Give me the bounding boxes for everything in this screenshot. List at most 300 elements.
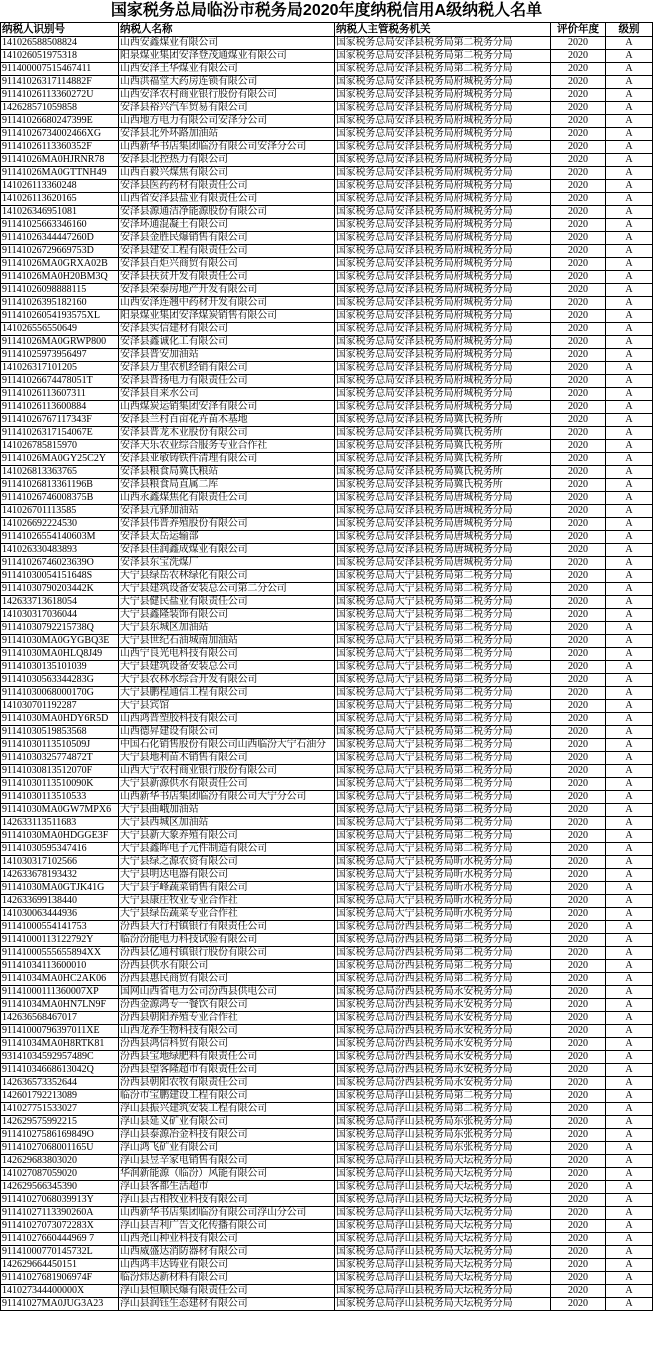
tax-authority-cell: 国家税务总局安泽县税务局府城税务分局 [335,388,551,401]
evaluation-year-cell: 2020 [551,1051,606,1064]
taxpayer-name-cell: 大宁县东城区加油站 [119,622,335,635]
table-row [1,76,653,89]
taxpayer-id-cell: 91141030054151648S [1,570,119,583]
taxpayer-id-cell: 91141026113360352F [1,141,119,154]
tax-authority-cell: 国家税务总局汾西县税务局第二税务分局 [335,960,551,973]
grade-cell: A [606,206,653,219]
document-title: 国家税务总局临汾市税务局2020年度纳税信用A级纳税人名单 [110,2,543,19]
table-row [1,479,653,492]
taxpayer-id-cell: 141030317102566 [1,856,119,869]
tax-authority-cell: 国家税务总局浮山县税务局天坛税务分局 [335,1220,551,1233]
evaluation-year-cell: 2020 [551,1285,606,1298]
evaluation-year-cell: 2020 [551,674,606,687]
evaluation-year-cell: 2020 [551,778,606,791]
taxpayer-id-cell: 141027087059020 [1,1168,119,1181]
evaluation-year-cell: 2020 [551,167,606,180]
grade-cell: A [606,336,653,349]
evaluation-year-cell: 2020 [551,492,606,505]
taxpayer-id-cell: 91141026MA0HJRNR78 [1,154,119,167]
grade-cell: A [606,1259,653,1272]
evaluation-year-cell: 2020 [551,648,606,661]
tax-authority-cell: 国家税务总局安泽县税务局第二税务分局 [335,63,551,76]
table-row [1,154,653,167]
evaluation-year-cell: 2020 [551,1090,606,1103]
evaluation-year-cell: 2020 [551,1246,606,1259]
grade-cell: A [606,726,653,739]
taxpayer-id-cell: 91141030325774872T [1,752,119,765]
taxpayer-id-cell: 91141030MA0GW7MPX6 [1,804,119,817]
tax-authority-cell: 国家税务总局浮山县税务局第二税务分局 [335,1103,551,1116]
grade-cell: A [606,63,653,76]
tax-authority-cell: 国家税务总局大宁县税务局昕水税务分局 [335,869,551,882]
tax-authority-cell: 国家税务总局大宁县税务局第二税务分局 [335,726,551,739]
evaluation-year-cell: 2020 [551,544,606,557]
taxpayer-id-cell: 141026588508824 [1,37,119,50]
table-row [1,180,653,193]
table-row [1,687,653,700]
grade-cell: A [606,791,653,804]
tax-authority-cell: 国家税务总局浮山县税务局天坛税务分局 [335,1168,551,1181]
taxpayer-id-cell: 91141026554140603M [1,531,119,544]
taxpayer-id-cell: 91141027586169849O [1,1129,119,1142]
tax-authority-cell: 国家税务总局汾西县税务局永安税务分局 [335,986,551,999]
grade-cell: A [606,1116,653,1129]
table-row [1,193,653,206]
tax-authority-cell: 国家税务总局大宁县税务局第二税务分局 [335,596,551,609]
table-row [1,934,653,947]
taxpayer-name-cell: 安泽县万里农机经销有限公司 [119,362,335,375]
table-row [1,89,653,102]
header-taxpayer-name: 纳税人名称 [119,23,335,37]
taxpayer-name-cell: 山西德昇建设有限公司 [119,726,335,739]
taxpayer-id-cell: 91141026113607311 [1,388,119,401]
tax-authority-cell: 国家税务总局安泽县税务局府城税务分局 [335,245,551,258]
tax-authority-cell: 国家税务总局汾西县税务局第二税务分局 [335,934,551,947]
tax-authority-cell: 国家税务总局安泽县税务局唐城税务分局 [335,531,551,544]
table-row [1,1103,653,1116]
evaluation-year-cell: 2020 [551,700,606,713]
tax-authority-cell: 国家税务总局大宁县税务局第二税务分局 [335,739,551,752]
evaluation-year-cell: 2020 [551,258,606,271]
tax-authority-cell: 国家税务总局汾西县税务局永安税务分局 [335,1051,551,1064]
taxpayer-name-cell: 安泽县源通洁净能源股份有限公司 [119,206,335,219]
grade-cell: A [606,141,653,154]
taxpayer-name-cell: 浮山县古相牧业科技有限公司 [119,1194,335,1207]
taxpayer-id-cell: 91141030790203442K [1,583,119,596]
grade-cell: A [606,128,653,141]
table-row [1,375,653,388]
taxpayer-id-cell: 141026692224530 [1,518,119,531]
taxpayer-name-cell: 浮山县客都生活超市 [119,1181,335,1194]
table-row [1,739,653,752]
taxpayer-name-cell: 国网山西省电力公司汾西县供电公司 [119,986,335,999]
grade-cell: A [606,349,653,362]
evaluation-year-cell: 2020 [551,388,606,401]
taxpayer-id-cell: 91141030113510090K [1,778,119,791]
grade-cell: A [606,466,653,479]
taxpayer-name-cell: 大宁县建筑设备安装总公司 [119,661,335,674]
taxpayer-id-cell: 91141027113390260A [1,1207,119,1220]
tax-authority-cell: 国家税务总局安泽县税务局府城税务分局 [335,271,551,284]
tax-authority-cell: 国家税务总局安泽县税务局冀氏税务所 [335,453,551,466]
taxpayer-name-cell: 汾西县亿通村镇银行股份有限公司 [119,947,335,960]
tax-authority-cell: 国家税务总局大宁县税务局第二税务分局 [335,752,551,765]
taxpayer-name-cell: 汾西县朝阳农牧有限责任公司 [119,1077,335,1090]
taxpayer-name-cell: 大宁县宾馆 [119,700,335,713]
grade-cell: A [606,310,653,323]
table-row [1,609,653,622]
taxpayer-id-cell: 91141026113600884 [1,401,119,414]
tax-authority-cell: 国家税务总局浮山县税务局天坛税务分局 [335,1285,551,1298]
table-row [1,427,653,440]
table-row [1,1285,653,1298]
taxpayer-id-cell: 91141026MA0GRWP800 [1,336,119,349]
evaluation-year-cell: 2020 [551,960,606,973]
table-row [1,297,653,310]
taxpayer-name-cell: 山西龙养生物科技有限公司 [119,1025,335,1038]
taxpayer-name-cell: 临汾市宝鹏建设工程有限公司 [119,1090,335,1103]
taxpayer-name-cell: 大宁县鑫隆装饰有限公司 [119,609,335,622]
taxpayer-name-cell: 山西鸿丰达铸业有限公司 [119,1259,335,1272]
table-row [1,752,653,765]
grade-cell: A [606,388,653,401]
grade-cell: A [606,869,653,882]
taxpayer-id-cell: 91141027660444969 7 [1,1233,119,1246]
evaluation-year-cell: 2020 [551,232,606,245]
taxpayer-id-cell: 91141026098888115 [1,284,119,297]
header-tax-authority: 纳税人主管税务机关 [335,23,551,37]
evaluation-year-cell: 2020 [551,843,606,856]
evaluation-year-cell: 2020 [551,921,606,934]
taxpayer-name-cell: 汾西县鸿信科贸有限公司 [119,1038,335,1051]
table-row [1,1077,653,1090]
grade-cell: A [606,1194,653,1207]
table-row [1,635,653,648]
table-row [1,1246,653,1259]
taxpayer-name-cell: 大宁县鹏程通信工程有限公司 [119,687,335,700]
evaluation-year-cell: 2020 [551,622,606,635]
taxpayer-id-cell: 91141027073072283X [1,1220,119,1233]
taxpayer-name-cell: 安泽县东宝洗煤厂 [119,557,335,570]
grade-cell: A [606,817,653,830]
tax-authority-cell: 国家税务总局大宁县税务局第二税务分局 [335,687,551,700]
table-row [1,1038,653,1051]
taxpayer-name-cell: 安泽县兰村百亩花卉苗木基地 [119,414,335,427]
evaluation-year-cell: 2020 [551,440,606,453]
evaluation-year-cell: 2020 [551,375,606,388]
taxpayer-name-cell: 山西煤炭运销集团安泽有限公司 [119,401,335,414]
grade-cell: A [606,596,653,609]
grade-cell: A [606,37,653,50]
table-row [1,466,653,479]
taxpayer-id-cell: 91141026746008375B [1,492,119,505]
grade-cell: A [606,921,653,934]
table-row [1,778,653,791]
grade-cell: A [606,76,653,89]
grade-cell: A [606,674,653,687]
taxpayer-id-cell: 91141000796397011XE [1,1025,119,1038]
table-row [1,674,653,687]
evaluation-year-cell: 2020 [551,76,606,89]
taxpayer-name-cell: 大宁县绿之源农资有限公司 [119,856,335,869]
taxpayer-id-cell: 142629664450151 [1,1259,119,1272]
taxpayer-name-cell: 浮山县泰源冶金科技有限公司 [119,1129,335,1142]
grade-cell: A [606,1129,653,1142]
tax-authority-cell: 国家税务总局汾西县税务局永安税务分局 [335,1038,551,1051]
table-row [1,453,653,466]
grade-cell: A [606,830,653,843]
table-row [1,882,653,895]
taxpayer-id-cell: 91141030MA0HDGGE3F [1,830,119,843]
table-row [1,401,653,414]
table-row [1,531,653,544]
taxpayer-name-cell: 汾西金源鸿专一餐饮有限公司 [119,999,335,1012]
taxpayer-id-cell: 141026701113585 [1,505,119,518]
grade-cell: A [606,570,653,583]
grade-cell: A [606,180,653,193]
table-row [1,518,653,531]
evaluation-year-cell: 2020 [551,908,606,921]
grade-cell: A [606,934,653,947]
taxpayer-id-cell: 142636573352644 [1,1077,119,1090]
evaluation-year-cell: 2020 [551,1168,606,1181]
grade-cell: A [606,232,653,245]
tax-authority-cell: 国家税务总局安泽县税务局府城税务分局 [335,401,551,414]
grade-cell: A [606,648,653,661]
taxpayer-name-cell: 汾西县宝地绿肥料有限责任公司 [119,1051,335,1064]
tax-authority-cell: 国家税务总局安泽县税务局府城税务分局 [335,115,551,128]
taxpayer-name-cell: 汾西县望客隆超市有限责任公司 [119,1064,335,1077]
taxpayer-id-cell: 91141026746023639O [1,557,119,570]
tax-authority-cell: 国家税务总局大宁县税务局第二税务分局 [335,713,551,726]
table-row [1,921,653,934]
grade-cell: A [606,960,653,973]
evaluation-year-cell: 2020 [551,1064,606,1077]
taxpayer-id-cell: 91141030813512070F [1,765,119,778]
grade-cell: A [606,505,653,518]
table-row [1,323,653,336]
grade-cell: A [606,401,653,414]
taxpayer-id-cell: 91141026344447260D [1,232,119,245]
table-row [1,869,653,882]
table-row [1,505,653,518]
table-row [1,622,653,635]
evaluation-year-cell: 2020 [551,102,606,115]
taxpayer-id-cell: 142629566345390 [1,1181,119,1194]
taxpayer-name-cell: 安泽县太岳运输部 [119,531,335,544]
evaluation-year-cell: 2020 [551,804,606,817]
tax-authority-cell: 国家税务总局安泽县税务局冀氏税务所 [335,440,551,453]
evaluation-year-cell: 2020 [551,1116,606,1129]
taxpayer-id-cell: 91141034668613042Q [1,1064,119,1077]
table-row [1,791,653,804]
grade-cell: A [606,154,653,167]
taxpayer-name-cell: 汾西县朝阳养殖专业合作社 [119,1012,335,1025]
taxpayer-name-cell: 山西安泽王华煤业有限公司 [119,63,335,76]
grade-cell: A [606,258,653,271]
evaluation-year-cell: 2020 [551,89,606,102]
grade-cell: A [606,492,653,505]
evaluation-year-cell: 2020 [551,1103,606,1116]
evaluation-year-cell: 2020 [551,1025,606,1038]
tax-authority-cell: 国家税务总局安泽县税务局府城税务分局 [335,180,551,193]
grade-cell: A [606,193,653,206]
taxpayer-id-cell: 141026330483893 [1,544,119,557]
taxpayer-name-cell: 山西百毅兴煤焦有限公司 [119,167,335,180]
taxpayer-id-cell: 141030063444936 [1,908,119,921]
tax-authority-cell: 国家税务总局大宁县税务局第二税务分局 [335,804,551,817]
grade-cell: A [606,414,653,427]
tax-authority-cell: 国家税务总局汾西县税务局永安税务分局 [335,1025,551,1038]
grade-cell: A [606,50,653,63]
taxpayer-id-cell: 91141026317114882F [1,76,119,89]
grade-cell: A [606,752,653,765]
table-row [1,765,653,778]
tax-authority-cell: 国家税务总局安泽县税务局唐城税务分局 [335,557,551,570]
taxpayer-id-cell: 91141030068000170G [1,687,119,700]
grade-cell: A [606,843,653,856]
evaluation-year-cell: 2020 [551,830,606,843]
evaluation-year-cell: 2020 [551,869,606,882]
tax-authority-cell: 国家税务总局安泽县税务局冀氏税务所 [335,427,551,440]
taxpayer-name-cell: 山西尧山种业科技有限公司 [119,1233,335,1246]
tax-authority-cell: 国家税务总局汾西县税务局永安税务分局 [335,1012,551,1025]
grade-cell: A [606,1142,653,1155]
tax-authority-cell: 国家税务总局浮山县税务局东张税务分局 [335,1116,551,1129]
taxpayer-name-cell: 大宁县曲峨加油站 [119,804,335,817]
taxpayer-name-cell: 山西新华书店集团临汾有限公司安泽分公司 [119,141,335,154]
taxpayer-id-cell: 91141034113600010 [1,960,119,973]
taxpayer-name-cell: 华润新能源（临汾）风能有限公司 [119,1168,335,1181]
taxpayer-name-cell: 安泽县晋扬电力有限责任公司 [119,375,335,388]
tax-authority-cell: 国家税务总局大宁县税务局昕水税务分局 [335,882,551,895]
evaluation-year-cell: 2020 [551,466,606,479]
evaluation-year-cell: 2020 [551,973,606,986]
grade-cell: A [606,1181,653,1194]
taxpayer-id-cell: 91141000554141753 [1,921,119,934]
tax-authority-cell: 国家税务总局汾西县税务局第二税务分局 [335,973,551,986]
tax-authority-cell: 国家税务总局大宁县税务局第二税务分局 [335,648,551,661]
tax-authority-cell: 国家税务总局安泽县税务局府城税务分局 [335,193,551,206]
grade-cell: A [606,986,653,999]
table-row [1,713,653,726]
evaluation-year-cell: 2020 [551,323,606,336]
table-row [1,973,653,986]
taxpayer-name-cell: 大宁县新大象养殖有限公司 [119,830,335,843]
evaluation-year-cell: 2020 [551,206,606,219]
taxpayer-name-cell: 安泽县扶贫开发有限责任公司 [119,271,335,284]
evaluation-year-cell: 2020 [551,856,606,869]
table-row [1,167,653,180]
taxpayer-name-cell: 大宁县建筑设备安装总公司第二分公司 [119,583,335,596]
grade-cell: A [606,1220,653,1233]
taxpayer-name-cell: 大宁县宇峰蔬菜销售有限公司 [119,882,335,895]
table-row [1,245,653,258]
taxpayer-id-cell: 142628571059858 [1,102,119,115]
evaluation-year-cell: 2020 [551,1181,606,1194]
taxpayer-id-cell: 91141027068001165U [1,1142,119,1155]
taxpayer-name-cell: 浮山县恒顺民爆有限责任公司 [119,1285,335,1298]
taxpayer-name-cell: 安泽县北控热力有限公司 [119,154,335,167]
tax-authority-cell: 国家税务总局浮山县税务局天坛税务分局 [335,1233,551,1246]
taxpayer-name-cell: 山西新华书店集团临汾有限公司大宁分公司 [119,791,335,804]
table-row [1,1012,653,1025]
grade-cell: A [606,1298,653,1311]
evaluation-year-cell: 2020 [551,505,606,518]
taxpayer-name-cell: 大宁县地利苗木销售有限公司 [119,752,335,765]
evaluation-year-cell: 2020 [551,401,606,414]
taxpayer-name-cell: 山西安泽连翘中药材开发有限公司 [119,297,335,310]
table-row [1,141,653,154]
taxpayer-id-cell: 142629683803020 [1,1155,119,1168]
grade-cell: A [606,1272,653,1285]
taxpayer-name-cell: 山西地方电力有限公司安泽分公司 [119,115,335,128]
tax-authority-cell: 国家税务总局安泽县税务局府城税务分局 [335,232,551,245]
table-row [1,362,653,375]
grade-cell: A [606,635,653,648]
taxpayer-name-cell: 大宁县绿岳蔬菜专业合作社 [119,908,335,921]
table-row [1,557,653,570]
evaluation-year-cell: 2020 [551,141,606,154]
taxpayer-id-cell: 141026813363765 [1,466,119,479]
taxpayer-name-cell: 山西大宁农村商业银行股份有限公司 [119,765,335,778]
grade-cell: A [606,856,653,869]
evaluation-year-cell: 2020 [551,986,606,999]
taxpayer-id-cell: 91141030563344283G [1,674,119,687]
taxpayer-id-cell: 91141026317154067E [1,427,119,440]
tax-authority-cell: 国家税务总局浮山县税务局东张税务分局 [335,1142,551,1155]
taxpayer-id-cell: 91141030MA0HDY6R5D [1,713,119,726]
taxpayer-id-cell: 141026346951081 [1,206,119,219]
taxpayer-id-cell: 91141025973956497 [1,349,119,362]
evaluation-year-cell: 2020 [551,453,606,466]
evaluation-year-cell: 2020 [551,596,606,609]
tax-authority-cell: 国家税务总局浮山县税务局天坛税务分局 [335,1181,551,1194]
tax-authority-cell: 国家税务总局汾西县税务局第二税务分局 [335,947,551,960]
table-row [1,63,653,76]
taxpayer-id-cell: 911400007515467411 [1,63,119,76]
taxpayer-name-cell: 浮山县昱辛家电销售有限公司 [119,1155,335,1168]
tax-authority-cell: 国家税务总局大宁县税务局第二税务分局 [335,635,551,648]
taxpayer-id-cell: 91141034MA0HC2AK06 [1,973,119,986]
evaluation-year-cell: 2020 [551,609,606,622]
taxpayer-name-cell: 浮山县延义矿业有限公司 [119,1116,335,1129]
grade-cell: A [606,765,653,778]
taxpayer-name-cell: 临汾炜达新材料有限公司 [119,1272,335,1285]
taxpayer-id-cell: 141026113360248 [1,180,119,193]
taxpayer-name-cell: 山西省安泽县盐业有限责任公司 [119,193,335,206]
grade-cell: A [606,271,653,284]
evaluation-year-cell: 2020 [551,1155,606,1168]
taxpayer-id-cell: 91141027681906974F [1,1272,119,1285]
taxpayer-id-cell: 141030701192287 [1,700,119,713]
tax-authority-cell: 国家税务总局大宁县税务局第二税务分局 [335,661,551,674]
tax-authority-cell: 国家税务总局安泽县税务局唐城税务分局 [335,518,551,531]
taxpayer-id-cell: 91141030MA0GTJK41G [1,882,119,895]
table-row [1,115,653,128]
table-row [1,583,653,596]
table-row [1,336,653,349]
table-row [1,895,653,908]
grade-cell: A [606,557,653,570]
table-row [1,128,653,141]
grade-cell: A [606,1064,653,1077]
taxpayer-name-cell: 汾西县惠民商贸有限公司 [119,973,335,986]
evaluation-year-cell: 2020 [551,1194,606,1207]
grade-cell: A [606,999,653,1012]
taxpayer-id-cell: 91141034MA0HN7LN9F [1,999,119,1012]
evaluation-year-cell: 2020 [551,1220,606,1233]
